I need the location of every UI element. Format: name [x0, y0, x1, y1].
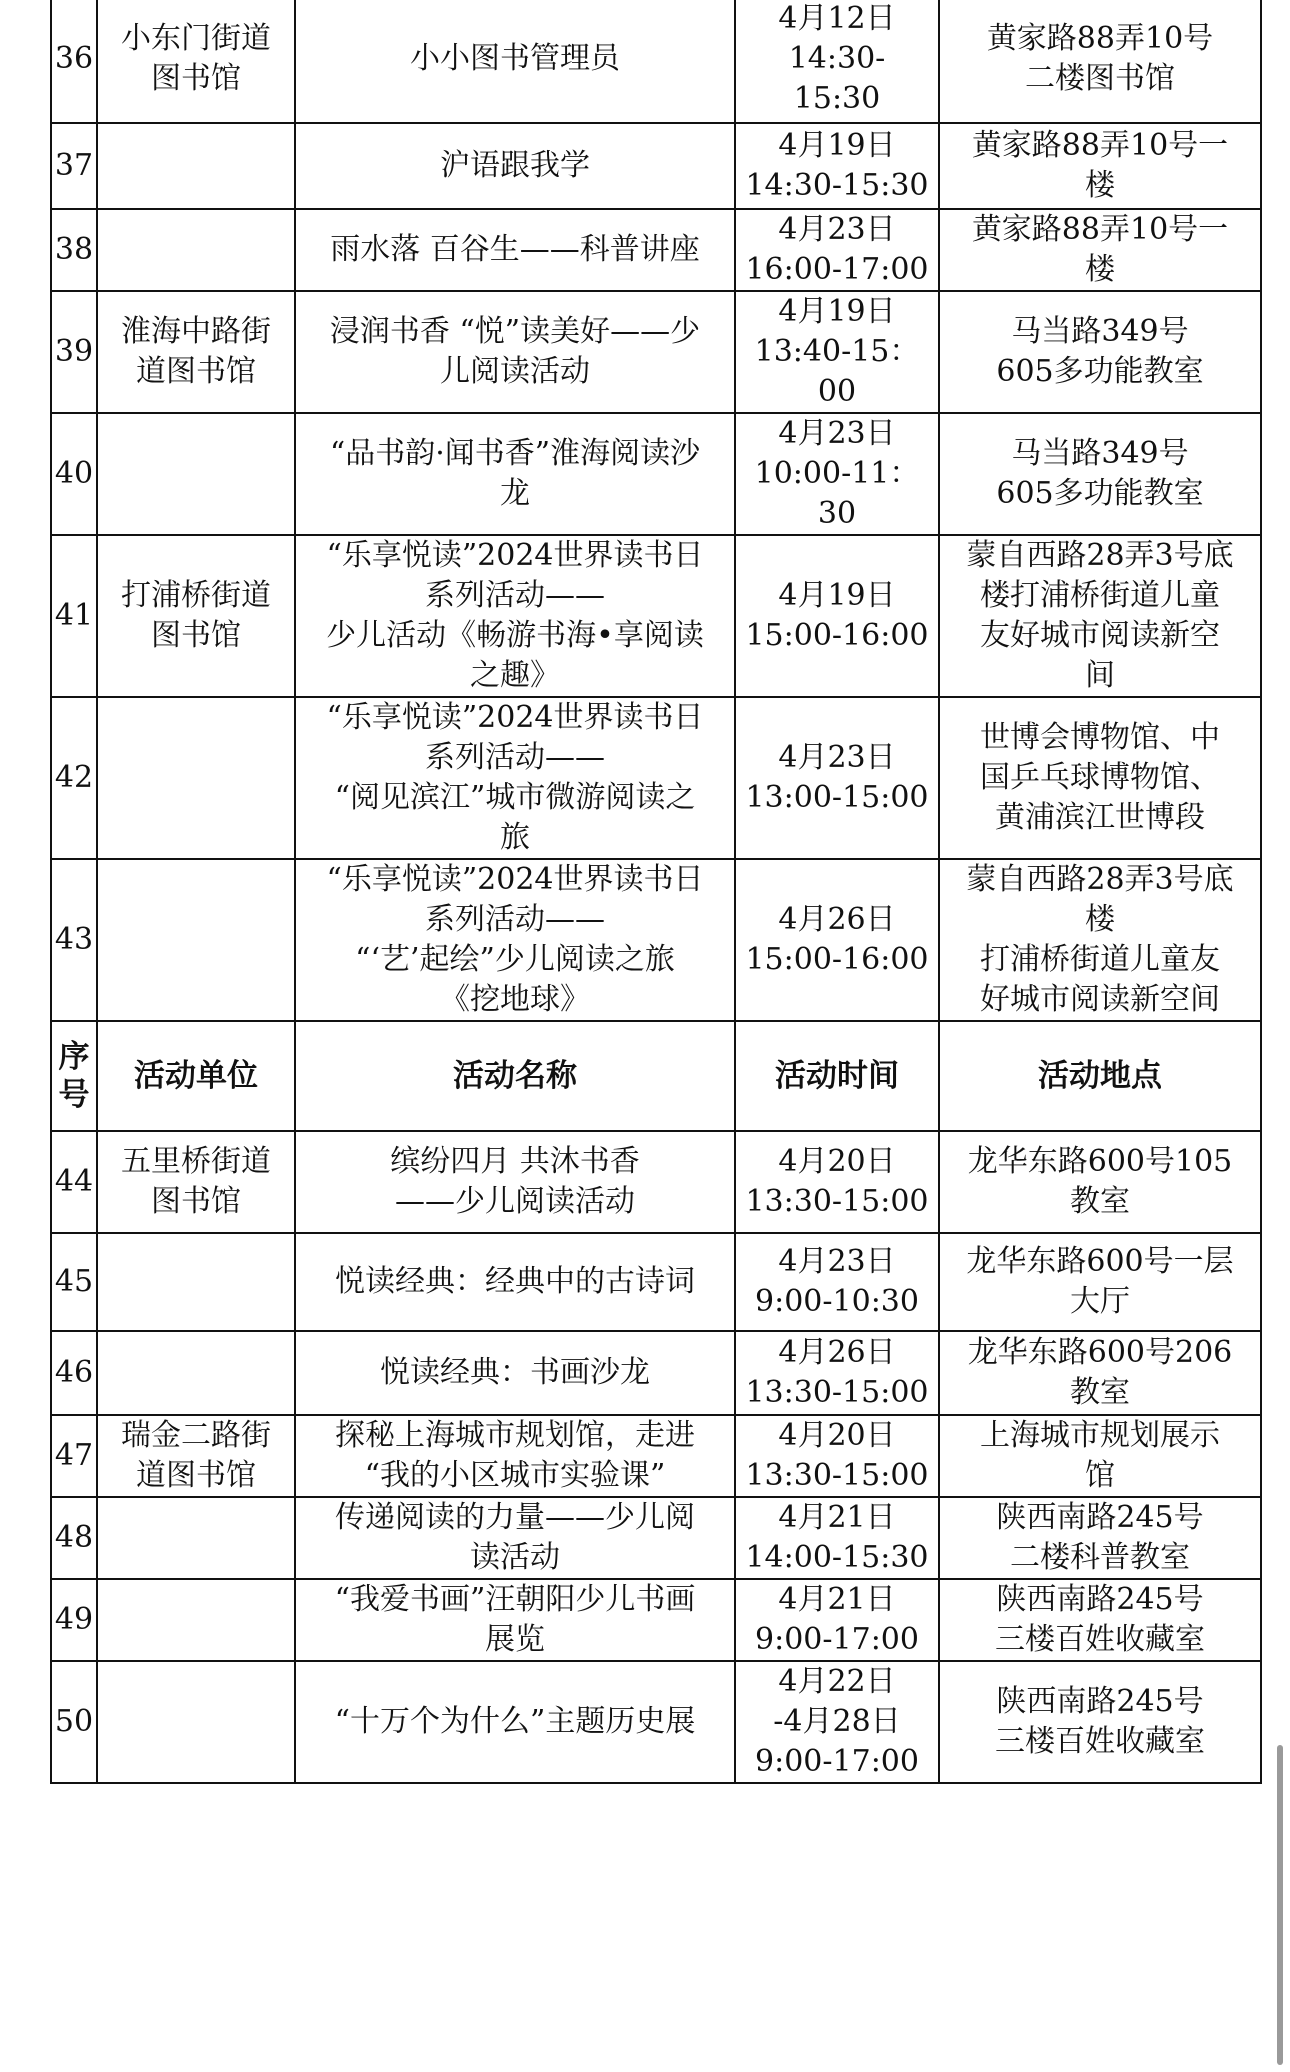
- activity-table: [50, 0, 1262, 1784]
- row-number-cell: 40: [51, 413, 97, 535]
- activity-location-cell: 蒙自西路28弄3号底 楼打浦桥街道儿童 友好城市阅读新空 间: [939, 535, 1261, 697]
- activity-time-cell: 4月23日 13:00-15:00: [735, 697, 939, 859]
- organizer-unit-cell: [97, 1331, 295, 1415]
- header-organizer: 活动单位: [97, 1021, 295, 1131]
- activity-time-cell: 4月20日 13:30-15:00: [735, 1131, 939, 1233]
- table-row: [51, 859, 1261, 1021]
- activity-name-cell: 传递阅读的力量——少儿阅 读活动: [295, 1497, 735, 1579]
- activity-location-cell: 黄家路88弄10号一 楼: [939, 209, 1261, 291]
- table-row: [51, 1579, 1261, 1661]
- table-row: [51, 1131, 1261, 1233]
- table-row: [51, 697, 1261, 859]
- row-number-cell: 46: [51, 1331, 97, 1415]
- row-number-cell: 44: [51, 1131, 97, 1233]
- activity-name-cell: 小小图书管理员: [295, 0, 735, 123]
- organizer-unit-cell: [97, 413, 295, 535]
- activity-time-cell: 4月22日 -4月28日 9:00-17:00: [735, 1661, 939, 1783]
- table-row: [51, 291, 1261, 413]
- activity-time-cell: 4月19日 15:00-16:00: [735, 535, 939, 697]
- activity-location-cell: 龙华东路600号105 教室: [939, 1131, 1261, 1233]
- activity-table-body: [51, 0, 1261, 1783]
- activity-location-cell: 马当路349号 605多功能教室: [939, 413, 1261, 535]
- row-number-cell: 47: [51, 1415, 97, 1497]
- organizer-unit-cell: [97, 697, 295, 859]
- organizer-unit-cell: [97, 1497, 295, 1579]
- table-row: [51, 1331, 1261, 1415]
- table-header-row: [51, 1021, 1261, 1131]
- activity-location-cell: 蒙自西路28弄3号底 楼 打浦桥街道儿童友 好城市阅读新空间: [939, 859, 1261, 1021]
- row-number-cell: 45: [51, 1233, 97, 1331]
- row-number-cell: 38: [51, 209, 97, 291]
- scrollbar-thumb[interactable]: [1277, 1745, 1283, 2065]
- activity-name-cell: 沪语跟我学: [295, 123, 735, 209]
- activity-location-cell: 龙华东路600号206 教室: [939, 1331, 1261, 1415]
- activity-name-cell: 悦读经典：书画沙龙: [295, 1331, 735, 1415]
- activity-time-cell: 4月26日 13:30-15:00: [735, 1331, 939, 1415]
- row-number-cell: 37: [51, 123, 97, 209]
- activity-time-cell: 4月23日 16:00-17:00: [735, 209, 939, 291]
- organizer-unit-cell: 打浦桥街道 图书馆: [97, 535, 295, 697]
- activity-location-cell: 龙华东路600号一层 大厅: [939, 1233, 1261, 1331]
- organizer-unit-cell: [97, 1233, 295, 1331]
- header-number: 序 号: [51, 1021, 97, 1131]
- row-number-cell: 48: [51, 1497, 97, 1579]
- activity-time-cell: 4月23日 10:00-11： 30: [735, 413, 939, 535]
- activity-time-cell: 4月21日 14:00-15:30: [735, 1497, 939, 1579]
- activity-time-cell: 4月19日 13:40-15： 00: [735, 291, 939, 413]
- organizer-unit-cell: 淮海中路街 道图书馆: [97, 291, 295, 413]
- activity-name-cell: “十万个为什么”主题历史展: [295, 1661, 735, 1783]
- table-row: [51, 1415, 1261, 1497]
- header-location: 活动地点: [939, 1021, 1261, 1131]
- activity-name-cell: “乐享悦读”2024世界读书日 系列活动—— 少儿活动《畅游书海•享阅读 之趣》: [295, 535, 735, 697]
- activity-location-cell: 陕西南路245号 二楼科普教室: [939, 1497, 1261, 1579]
- table-row: [51, 535, 1261, 697]
- row-number-cell: 36: [51, 0, 97, 123]
- row-number-cell: 50: [51, 1661, 97, 1783]
- activity-name-cell: “乐享悦读”2024世界读书日 系列活动—— “阅见滨江”城市微游阅读之 旅: [295, 697, 735, 859]
- activity-time-cell: 4月20日 13:30-15:00: [735, 1415, 939, 1497]
- activity-location-cell: 黄家路88弄10号 二楼图书馆: [939, 0, 1261, 123]
- organizer-unit-cell: 五里桥街道 图书馆: [97, 1131, 295, 1233]
- table-row: [51, 0, 1261, 123]
- activity-time-cell: 4月23日 9:00-10:30: [735, 1233, 939, 1331]
- activity-location-cell: 陕西南路245号 三楼百姓收藏室: [939, 1579, 1261, 1661]
- row-number-cell: 42: [51, 697, 97, 859]
- table-row: [51, 1233, 1261, 1331]
- header-activity-name: 活动名称: [295, 1021, 735, 1131]
- header-time: 活动时间: [735, 1021, 939, 1131]
- organizer-unit-cell: [97, 209, 295, 291]
- table-row: [51, 1497, 1261, 1579]
- activity-time-cell: 4月21日 9:00-17:00: [735, 1579, 939, 1661]
- activity-name-cell: 雨水落 百谷生——科普讲座: [295, 209, 735, 291]
- row-number-cell: 39: [51, 291, 97, 413]
- table-row: [51, 209, 1261, 291]
- activity-name-cell: 探秘上海城市规划馆，走进 “我的小区城市实验课”: [295, 1415, 735, 1497]
- activity-time-cell: 4月12日 14:30- 15:30: [735, 0, 939, 123]
- organizer-unit-cell: [97, 1579, 295, 1661]
- activity-location-cell: 马当路349号 605多功能教室: [939, 291, 1261, 413]
- row-number-cell: 43: [51, 859, 97, 1021]
- activity-name-cell: “乐享悦读”2024世界读书日 系列活动—— “‘艺’起绘”少儿阅读之旅 《挖地球》: [295, 859, 735, 1021]
- activity-name-cell: 悦读经典：经典中的古诗词: [295, 1233, 735, 1331]
- organizer-unit-cell: 小东门街道 图书馆: [97, 0, 295, 123]
- activity-location-cell: 世博会博物馆、中 国乒乓球博物馆、 黄浦滨江世博段: [939, 697, 1261, 859]
- activity-location-cell: 黄家路88弄10号一 楼: [939, 123, 1261, 209]
- organizer-unit-cell: 瑞金二路街 道图书馆: [97, 1415, 295, 1497]
- activity-name-cell: 浸润书香 “悦”读美好——少 儿阅读活动: [295, 291, 735, 413]
- activity-location-cell: 陕西南路245号 三楼百姓收藏室: [939, 1661, 1261, 1783]
- row-number-cell: 41: [51, 535, 97, 697]
- row-number-cell: 49: [51, 1579, 97, 1661]
- organizer-unit-cell: [97, 1661, 295, 1783]
- table-row: [51, 1661, 1261, 1783]
- activity-time-cell: 4月26日 15:00-16:00: [735, 859, 939, 1021]
- activity-name-cell: “我爱书画”汪朝阳少儿书画 展览: [295, 1579, 735, 1661]
- activity-name-cell: 缤纷四月 共沐书香 ——少儿阅读活动: [295, 1131, 735, 1233]
- table-row: [51, 413, 1261, 535]
- activity-time-cell: 4月19日 14:30-15:30: [735, 123, 939, 209]
- organizer-unit-cell: [97, 123, 295, 209]
- activity-name-cell: “品书韵·闻书香”淮海阅读沙 龙: [295, 413, 735, 535]
- activity-location-cell: 上海城市规划展示 馆: [939, 1415, 1261, 1497]
- table-row: [51, 123, 1261, 209]
- organizer-unit-cell: [97, 859, 295, 1021]
